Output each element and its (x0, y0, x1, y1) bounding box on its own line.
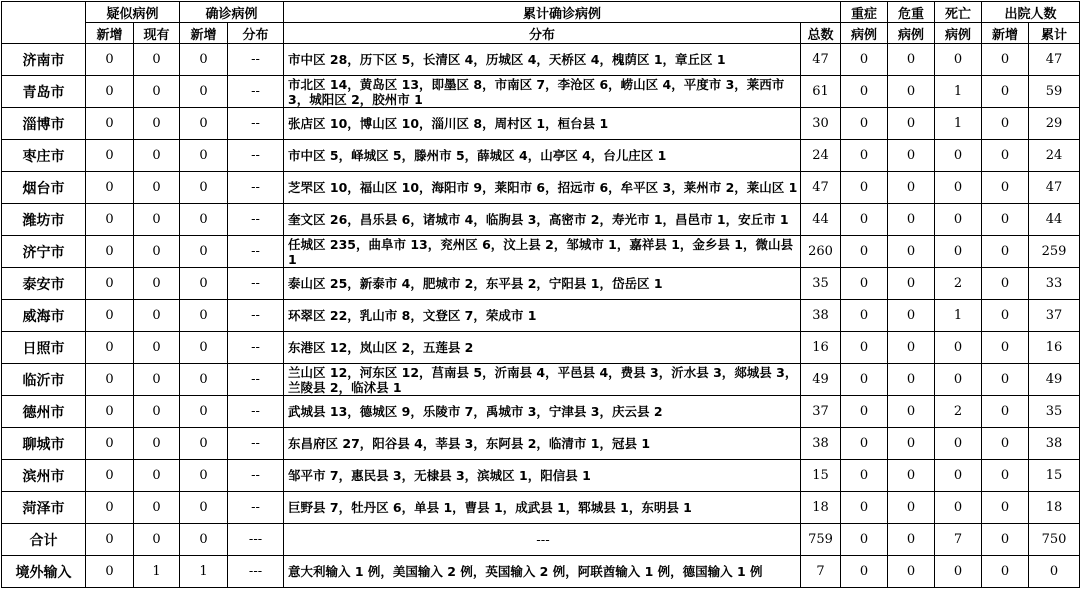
district-distribution: 芝罘区 10，福山区 10，海阳市 9，莱阳市 6，招远市 6，牟平区 3，莱州市 2，莱山区 1 (284, 172, 801, 204)
suspected-new: 0 (86, 204, 134, 236)
severe-count: 0 (841, 140, 888, 172)
critical-count: 0 (888, 524, 935, 556)
confirmed-new: 0 (180, 76, 228, 108)
suspected-current: 0 (134, 364, 180, 396)
suspected-new: 0 (86, 140, 134, 172)
header-row-top (2, 2, 1080, 23)
discharged-new: 0 (982, 108, 1029, 140)
total-count: 37 (801, 396, 841, 428)
total-count: 759 (801, 524, 841, 556)
confirmed-dist: -- (228, 172, 284, 204)
discharged-new: 0 (982, 268, 1029, 300)
discharged-total: 38 (1029, 428, 1080, 460)
discharged-new-header: 新增 (982, 23, 1029, 44)
discharged-new: 0 (982, 460, 1029, 492)
critical-count: 0 (888, 300, 935, 332)
table-row (2, 364, 1080, 396)
suspected-current: 0 (134, 524, 180, 556)
discharged-total: 59 (1029, 76, 1080, 108)
confirmed-new: 0 (180, 236, 228, 268)
confirmed-new: 0 (180, 140, 228, 172)
suspected-current: 1 (134, 556, 180, 588)
total-count: 47 (801, 172, 841, 204)
confirmed-new: 0 (180, 396, 228, 428)
discharged-total: 16 (1029, 332, 1080, 364)
death-count: 0 (935, 140, 982, 172)
death-header-l2: 病例 (935, 23, 982, 44)
header-row-sub (2, 23, 1080, 44)
district-distribution: 巨野县 7，牡丹区 6，单县 1，曹县 1，成武县 1，郓城县 1，东明县 1 (284, 492, 801, 524)
discharged-new: 0 (982, 428, 1029, 460)
confirmed-new-header: 新增 (180, 23, 228, 44)
confirmed-dist: --- (228, 556, 284, 588)
suspected-new: 0 (86, 492, 134, 524)
confirmed-dist: -- (228, 268, 284, 300)
confirmed-dist: -- (228, 428, 284, 460)
discharged-new: 0 (982, 556, 1029, 588)
critical-count: 0 (888, 396, 935, 428)
table-row (2, 76, 1080, 108)
suspected-header: 疑似病例 (86, 2, 180, 23)
district-distribution: 奎文区 26，昌乐县 6，诸城市 4，临朐县 3，高密市 2，寿光市 1，昌邑市 1，安丘市 1 (284, 204, 801, 236)
city-name: 济南市 (2, 44, 86, 76)
critical-count: 0 (888, 204, 935, 236)
discharged-new: 0 (982, 236, 1029, 268)
critical-count: 0 (888, 172, 935, 204)
discharged-total: 259 (1029, 236, 1080, 268)
death-count: 2 (935, 396, 982, 428)
total-count: 15 (801, 460, 841, 492)
death-count: 0 (935, 556, 982, 588)
severe-header-l2: 病例 (841, 23, 888, 44)
death-count: 0 (935, 44, 982, 76)
total-count: 18 (801, 492, 841, 524)
suspected-current: 0 (134, 204, 180, 236)
confirmed-dist: -- (228, 492, 284, 524)
suspected-new: 0 (86, 524, 134, 556)
severe-count: 0 (841, 300, 888, 332)
severe-count: 0 (841, 364, 888, 396)
discharged-new: 0 (982, 172, 1029, 204)
imported-label: 境外输入 (2, 556, 86, 588)
district-distribution: 张店区 10，博山区 10，淄川区 8，周村区 1，桓台县 1 (284, 108, 801, 140)
district-distribution: --- (284, 524, 801, 556)
confirmed-dist: -- (228, 140, 284, 172)
severe-count: 0 (841, 76, 888, 108)
severe-count: 0 (841, 44, 888, 76)
confirmed-new: 0 (180, 44, 228, 76)
district-distribution: 泰山区 25，新泰市 4，肥城市 2，东平县 2，宁阳县 1，岱岳区 1 (284, 268, 801, 300)
confirmed-dist: -- (228, 204, 284, 236)
confirmed-new: 0 (180, 428, 228, 460)
death-count: 2 (935, 268, 982, 300)
critical-count: 0 (888, 236, 935, 268)
suspected-current: 0 (134, 332, 180, 364)
suspected-current: 0 (134, 396, 180, 428)
total-row (2, 524, 1080, 556)
suspected-current: 0 (134, 428, 180, 460)
district-distribution: 任城区 235，曲阜市 13，兖州区 6，汶上县 2，邹城市 1，嘉祥县 1，金乡县 1，微山县 1 (284, 236, 801, 268)
suspected-current: 0 (134, 492, 180, 524)
severe-header: 重症 (841, 2, 888, 23)
city-name: 滨州市 (2, 460, 86, 492)
death-count: 1 (935, 300, 982, 332)
corner-cell (2, 2, 86, 44)
discharged-new: 0 (982, 396, 1029, 428)
severe-count: 0 (841, 524, 888, 556)
suspected-current-header: 现有 (134, 23, 180, 44)
suspected-new: 0 (86, 396, 134, 428)
confirmed-new: 0 (180, 524, 228, 556)
suspected-new: 0 (86, 236, 134, 268)
district-distribution: 东港区 12，岚山区 2，五莲县 2 (284, 332, 801, 364)
confirmed-dist: -- (228, 44, 284, 76)
confirmed-dist: -- (228, 364, 284, 396)
table-row (2, 300, 1080, 332)
suspected-current: 0 (134, 44, 180, 76)
district-distribution: 市中区 28，历下区 5，长清区 4，历城区 4，天桥区 4，槐荫区 1，章丘区 1 (284, 44, 801, 76)
suspected-new: 0 (86, 332, 134, 364)
death-count: 0 (935, 172, 982, 204)
suspected-current: 0 (134, 76, 180, 108)
critical-count: 0 (888, 332, 935, 364)
confirmed-dist: -- (228, 236, 284, 268)
city-name: 枣庄市 (2, 140, 86, 172)
discharged-total: 49 (1029, 364, 1080, 396)
district-distribution: 武城县 13，德城区 9，乐陵市 7，禹城市 3，宁津县 3，庆云县 2 (284, 396, 801, 428)
confirmed-new: 0 (180, 460, 228, 492)
city-name: 德州市 (2, 396, 86, 428)
death-count: 7 (935, 524, 982, 556)
death-count: 0 (935, 236, 982, 268)
suspected-new: 0 (86, 172, 134, 204)
death-count: 0 (935, 364, 982, 396)
critical-count: 0 (888, 108, 935, 140)
discharged-total: 35 (1029, 396, 1080, 428)
total-count: 47 (801, 44, 841, 76)
table-row (2, 140, 1080, 172)
discharged-total: 750 (1029, 524, 1080, 556)
cumulative-dist-header: 分布 (284, 23, 801, 44)
total-count: 260 (801, 236, 841, 268)
city-name: 泰安市 (2, 268, 86, 300)
suspected-new: 0 (86, 364, 134, 396)
severe-count: 0 (841, 332, 888, 364)
discharged-total: 47 (1029, 44, 1080, 76)
critical-count: 0 (888, 364, 935, 396)
critical-count: 0 (888, 460, 935, 492)
district-distribution: 意大利输入 1 例，美国输入 2 例，英国输入 2 例，阿联酋输入 1 例，德国输入 1 例 (284, 556, 801, 588)
district-distribution: 市北区 14，黄岛区 13，即墨区 8，市南区 7，李沧区 6，崂山区 4，平度市 3，莱西市 3，城阳区 2，胶州市 1 (284, 76, 801, 108)
confirmed-new: 0 (180, 108, 228, 140)
discharged-new: 0 (982, 76, 1029, 108)
table-row (2, 172, 1080, 204)
suspected-new: 0 (86, 460, 134, 492)
discharged-total: 37 (1029, 300, 1080, 332)
confirmed-new: 0 (180, 300, 228, 332)
table-row (2, 44, 1080, 76)
district-distribution: 东昌府区 27，阳谷县 4，莘县 3，东阿县 2，临清市 1，冠县 1 (284, 428, 801, 460)
critical-count: 0 (888, 44, 935, 76)
severe-count: 0 (841, 492, 888, 524)
discharged-new: 0 (982, 204, 1029, 236)
confirmed-dist: -- (228, 396, 284, 428)
death-count: 0 (935, 460, 982, 492)
total-count: 24 (801, 140, 841, 172)
city-name: 威海市 (2, 300, 86, 332)
suspected-current: 0 (134, 236, 180, 268)
discharged-total: 29 (1029, 108, 1080, 140)
total-count: 38 (801, 300, 841, 332)
discharged-total: 0 (1029, 556, 1080, 588)
critical-header: 危重 (888, 2, 935, 23)
severe-count: 0 (841, 556, 888, 588)
critical-count: 0 (888, 492, 935, 524)
table-row (2, 492, 1080, 524)
table-row (2, 204, 1080, 236)
discharged-header: 出院人数 (982, 2, 1080, 23)
suspected-current: 0 (134, 108, 180, 140)
discharged-total: 24 (1029, 140, 1080, 172)
severe-count: 0 (841, 236, 888, 268)
critical-header-l2: 病例 (888, 23, 935, 44)
cumulative-total-header: 总数 (801, 23, 841, 44)
table-row (2, 332, 1080, 364)
discharged-total: 44 (1029, 204, 1080, 236)
district-distribution: 兰山区 12，河东区 12，莒南县 5，沂南县 4，平邑县 4，费县 3，沂水县 3，郯城县 3，兰陵县 2，临沭县 1 (284, 364, 801, 396)
suspected-new-header: 新增 (86, 23, 134, 44)
city-name: 烟台市 (2, 172, 86, 204)
total-count: 35 (801, 268, 841, 300)
suspected-new: 0 (86, 268, 134, 300)
confirmed-dist: -- (228, 108, 284, 140)
confirmed-new: 0 (180, 492, 228, 524)
suspected-new: 0 (86, 428, 134, 460)
total-count: 61 (801, 76, 841, 108)
death-count: 0 (935, 332, 982, 364)
confirmed-header: 确诊病例 (180, 2, 284, 23)
suspected-current: 0 (134, 460, 180, 492)
suspected-new: 0 (86, 44, 134, 76)
discharged-new: 0 (982, 44, 1029, 76)
confirmed-dist: -- (228, 300, 284, 332)
cumulative-header: 累计确诊病例 (284, 2, 841, 23)
table-row (2, 268, 1080, 300)
severe-count: 0 (841, 428, 888, 460)
table-row (2, 236, 1080, 268)
severe-count: 0 (841, 204, 888, 236)
confirmed-dist-header: 分布 (228, 23, 284, 44)
confirmed-new: 1 (180, 556, 228, 588)
suspected-current: 0 (134, 300, 180, 332)
critical-count: 0 (888, 428, 935, 460)
severe-count: 0 (841, 268, 888, 300)
confirmed-new: 0 (180, 172, 228, 204)
critical-count: 0 (888, 76, 935, 108)
discharged-new: 0 (982, 524, 1029, 556)
city-name: 青岛市 (2, 76, 86, 108)
discharged-total: 18 (1029, 492, 1080, 524)
discharged-new: 0 (982, 332, 1029, 364)
discharged-new: 0 (982, 364, 1029, 396)
confirmed-dist: -- (228, 332, 284, 364)
city-name: 日照市 (2, 332, 86, 364)
confirmed-new: 0 (180, 204, 228, 236)
city-name: 潍坊市 (2, 204, 86, 236)
confirmed-dist: -- (228, 76, 284, 108)
death-count: 1 (935, 76, 982, 108)
critical-count: 0 (888, 140, 935, 172)
discharged-new: 0 (982, 300, 1029, 332)
district-distribution: 邹平市 7，惠民县 3，无棣县 3，滨城区 1，阳信县 1 (284, 460, 801, 492)
total-count: 49 (801, 364, 841, 396)
total-count: 16 (801, 332, 841, 364)
confirmed-new: 0 (180, 364, 228, 396)
death-header: 死亡 (935, 2, 982, 23)
total-count: 7 (801, 556, 841, 588)
city-name: 济宁市 (2, 236, 86, 268)
death-count: 0 (935, 204, 982, 236)
severe-count: 0 (841, 460, 888, 492)
discharged-total: 47 (1029, 172, 1080, 204)
severe-count: 0 (841, 108, 888, 140)
suspected-new: 0 (86, 108, 134, 140)
severe-count: 0 (841, 172, 888, 204)
discharged-new: 0 (982, 140, 1029, 172)
imported-row (2, 556, 1080, 588)
table-row (2, 396, 1080, 428)
severe-count: 0 (841, 396, 888, 428)
total-label: 合计 (2, 524, 86, 556)
confirmed-new: 0 (180, 332, 228, 364)
city-name: 淄博市 (2, 108, 86, 140)
death-count: 0 (935, 492, 982, 524)
suspected-new: 0 (86, 76, 134, 108)
confirmed-new: 0 (180, 268, 228, 300)
suspected-current: 0 (134, 140, 180, 172)
suspected-current: 0 (134, 172, 180, 204)
district-distribution: 环翠区 22，乳山市 8，文登区 7，荣成市 1 (284, 300, 801, 332)
table-row (2, 428, 1080, 460)
confirmed-dist: -- (228, 460, 284, 492)
discharged-total: 33 (1029, 268, 1080, 300)
total-count: 44 (801, 204, 841, 236)
suspected-new: 0 (86, 300, 134, 332)
discharged-new: 0 (982, 492, 1029, 524)
critical-count: 0 (888, 556, 935, 588)
district-distribution: 市中区 5，峄城区 5，滕州市 5，薛城区 4，山亭区 4，台儿庄区 1 (284, 140, 801, 172)
table-row (2, 460, 1080, 492)
city-name: 菏泽市 (2, 492, 86, 524)
covid-cases-table (1, 1, 1080, 588)
city-name: 聊城市 (2, 428, 86, 460)
city-name: 临沂市 (2, 364, 86, 396)
critical-count: 0 (888, 268, 935, 300)
suspected-current: 0 (134, 268, 180, 300)
table-row (2, 108, 1080, 140)
discharged-total: 15 (1029, 460, 1080, 492)
suspected-new: 0 (86, 556, 134, 588)
total-count: 30 (801, 108, 841, 140)
discharged-total-header: 累计 (1029, 23, 1080, 44)
total-count: 38 (801, 428, 841, 460)
confirmed-dist: --- (228, 524, 284, 556)
death-count: 0 (935, 428, 982, 460)
death-count: 1 (935, 108, 982, 140)
